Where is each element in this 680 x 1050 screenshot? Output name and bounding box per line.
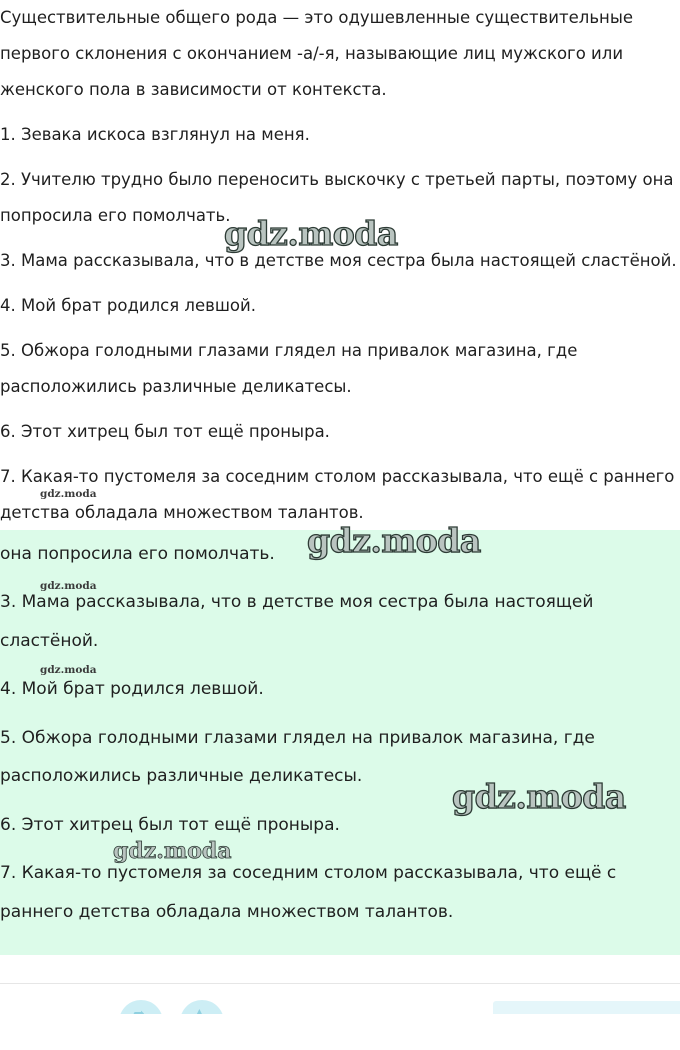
watermark-small: gdz.moda xyxy=(40,664,97,676)
example-5-line-2: расположились различные деликатесы. xyxy=(0,377,352,396)
intro-line-3: женского пола в зависимости от контекста. xyxy=(0,80,387,99)
example-5-line-1: 5. Обжора голодными глазами глядел на привалок магазина, где xyxy=(0,341,578,360)
watermark: gdz.moda xyxy=(224,214,398,253)
example-2-line-1: 2. Учителю трудно было переносить выскочку с третьей парты, поэтому она xyxy=(0,170,674,189)
example-3: 3. Мама рассказывала, что в детстве моя сестра была настоящей сластёной. xyxy=(0,251,677,270)
answer-line-4: 4. Мой брат родился левшой. xyxy=(0,679,264,699)
watermark-small: gdz.moda xyxy=(40,580,97,592)
example-7-line-2: детства обладала множеством талантов. xyxy=(0,503,364,522)
example-7-line-1: 7. Какая-то пустомеля за соседним столом рассказывала, что ещё с раннего xyxy=(0,467,675,486)
intro-line-2: первого склонения с окончанием -а/-я, называющие лиц мужского или xyxy=(0,44,624,63)
answer-line-2: 3. Мама рассказывала, что в детстве моя сестра была настоящей xyxy=(0,592,594,612)
answer-line-6: расположились различные деликатесы. xyxy=(0,766,363,786)
watermark: gdz.moda xyxy=(307,521,481,560)
page-bottom-blank xyxy=(0,1014,680,1050)
answer-line-9: раннего детства обладала множеством талантов. xyxy=(0,902,454,922)
watermark-small: gdz.moda xyxy=(40,488,97,500)
example-2-line-2: попросила его помолчать. xyxy=(0,206,231,225)
watermark: gdz.moda xyxy=(113,838,232,864)
example-6: 6. Этот хитрец был тот ещё проныра. xyxy=(0,422,330,441)
intro-line-1: Существительные общего рода — это одушевленные существительные xyxy=(0,8,634,27)
example-4: 4. Мой брат родился левшой. xyxy=(0,296,256,315)
watermark: gdz.moda xyxy=(452,777,626,816)
answer-line-7: 6. Этот хитрец был тот ещё проныра. xyxy=(0,815,340,835)
answer-line-3: сластёной. xyxy=(0,631,99,651)
answer-line-8: 7. Какая-то пустомеля за соседним столом рассказывала, что ещё с xyxy=(0,863,617,883)
answer-line-1: она попросила его помолчать. xyxy=(0,544,275,564)
answer-line-5: 5. Обжора голодными глазами глядел на привалок магазина, где xyxy=(0,728,595,748)
divider xyxy=(0,983,680,984)
example-1: 1. Зевака искоса взглянул на меня. xyxy=(0,125,310,144)
